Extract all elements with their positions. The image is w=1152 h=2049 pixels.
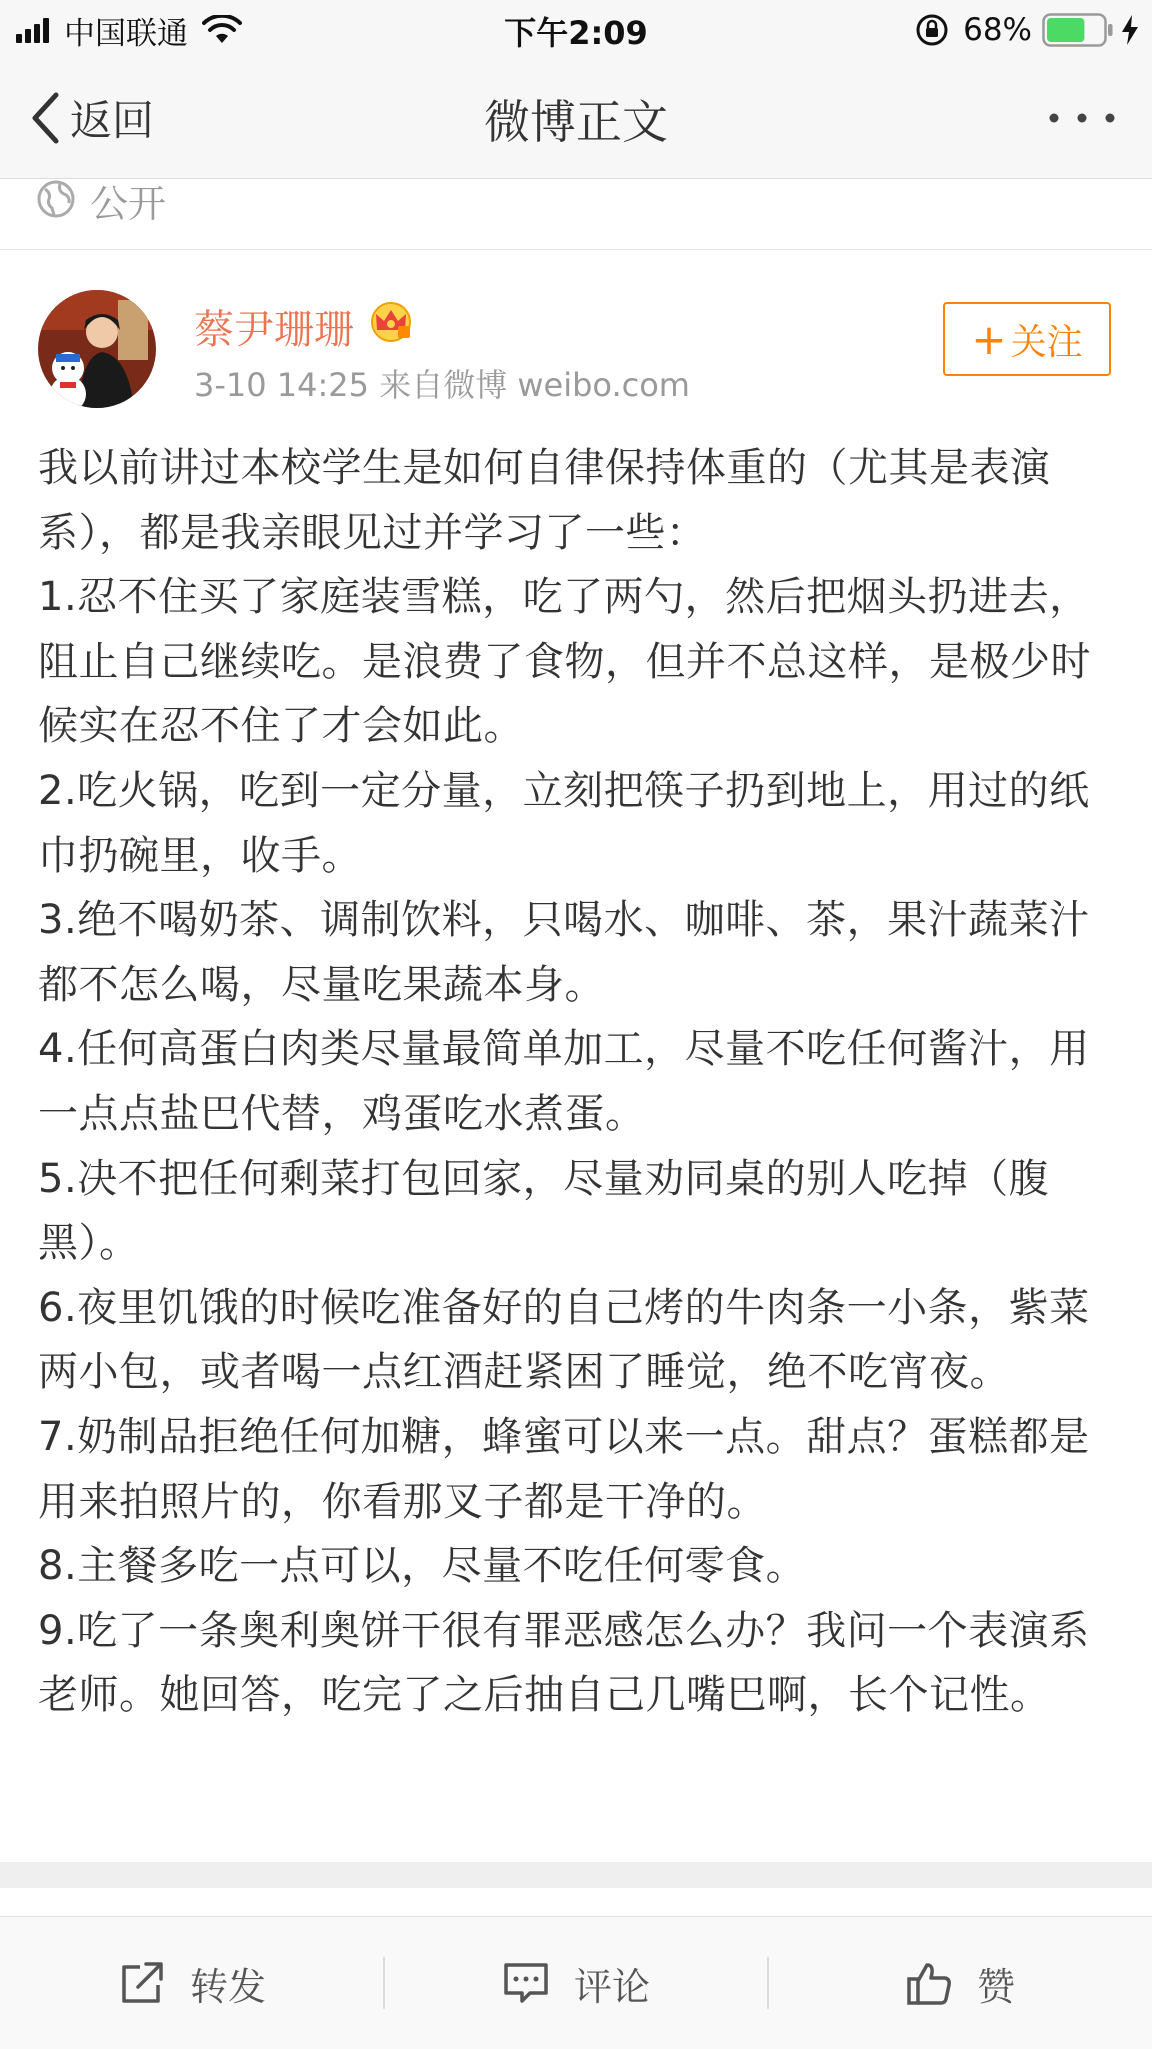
repost-icon bbox=[118, 1959, 166, 2007]
plus-icon: + bbox=[971, 314, 1007, 364]
post-meta: 3-10 14:25 来自微博 weibo.com bbox=[194, 366, 690, 404]
post-body: 我以前讲过本校学生是如何自律保持体重的（尤其是表演系），都是我亲眼见过并学习了一些： 1.忍不住买了家庭装雪糕，吃了两勺，然后把烟头扔进去，阻止自己继续吃。是浪费了食物，但并不总这样，是极少时候实在忍不住了才会如此。 2.吃火锅，吃到一定分量，立刻把筷子扔到地上，用过的纸巾扔碗里，收手。 3.绝不喝奶茶、调制饮料，只喝水、咖啡、茶，果汁蔬菜汁都不怎么喝，尽量吃果蔬本身。 4.任何高蛋白肉类尽量最简单加工，尽量不吃任何酱汁，用一点点盐巴代替，鸡蛋吃水煮蛋。 5.决不把任何剩菜打包回家，尽量劝同桌的别人吃掉（腹黑）。 6.夜里饥饿的时候吃准备好的自己烤的牛肉条一小条，紫菜两小包，或者喝一点红酒赶紧困了睡觉，绝不吃宵夜。 7.奶制品拒绝任何加糖，蜂蜜可以来一点。甜点？蛋糕都是用来拍照片的，你看那叉子都是干净的。 8.主餐多吃一点可以，尽量不吃任何零食。 9.吃了一条奥利奥饼干很有罪恶感怎么办？我问一个表演系老师。她回答，吃完了之后抽自己几嘴巴啊，长个记性。 bbox=[38, 445, 1091, 1719]
comment-label: 评论 bbox=[573, 1964, 650, 2009]
action-bar bbox=[0, 1916, 1152, 2049]
like-label: 赞 bbox=[976, 1964, 1015, 2009]
carrier-name: 中国联通 bbox=[64, 15, 188, 52]
globe-icon bbox=[36, 179, 76, 219]
comment-icon bbox=[502, 1959, 550, 2007]
back-chevron-icon bbox=[30, 91, 60, 145]
status-bar bbox=[0, 0, 1152, 58]
more-icon bbox=[1042, 98, 1122, 138]
page-title: 微博正文 bbox=[484, 95, 668, 149]
battery-percentage: 68% bbox=[963, 12, 1032, 48]
vip-crown-icon bbox=[368, 300, 414, 342]
back-label: 返回 bbox=[70, 96, 155, 145]
comment-button[interactable] bbox=[384, 1917, 768, 2049]
avatar-image bbox=[38, 290, 156, 408]
like-button[interactable] bbox=[768, 1917, 1152, 2049]
rotation-lock-icon bbox=[915, 13, 949, 47]
battery-icon bbox=[1042, 13, 1114, 47]
more-button[interactable] bbox=[1042, 98, 1122, 138]
thumbs-up-icon bbox=[905, 1959, 953, 2007]
section-divider bbox=[0, 1862, 1152, 1888]
follow-button[interactable] bbox=[943, 302, 1111, 376]
repost-label: 转发 bbox=[189, 1964, 266, 2009]
status-time: 下午2:09 bbox=[504, 14, 648, 52]
charging-bolt-icon bbox=[1120, 14, 1140, 46]
follow-label: 关注 bbox=[1010, 321, 1083, 363]
author-name[interactable]: 蔡尹珊珊 bbox=[194, 307, 354, 353]
visibility-row bbox=[0, 179, 1152, 250]
status-right bbox=[915, 10, 1140, 50]
avatar[interactable] bbox=[38, 290, 156, 408]
repost-button[interactable] bbox=[0, 1917, 384, 2049]
back-button[interactable] bbox=[30, 88, 154, 148]
bottom-spacer bbox=[0, 1888, 1152, 1916]
nav-bar bbox=[0, 58, 1152, 179]
visibility-label: 公开 bbox=[90, 182, 167, 226]
